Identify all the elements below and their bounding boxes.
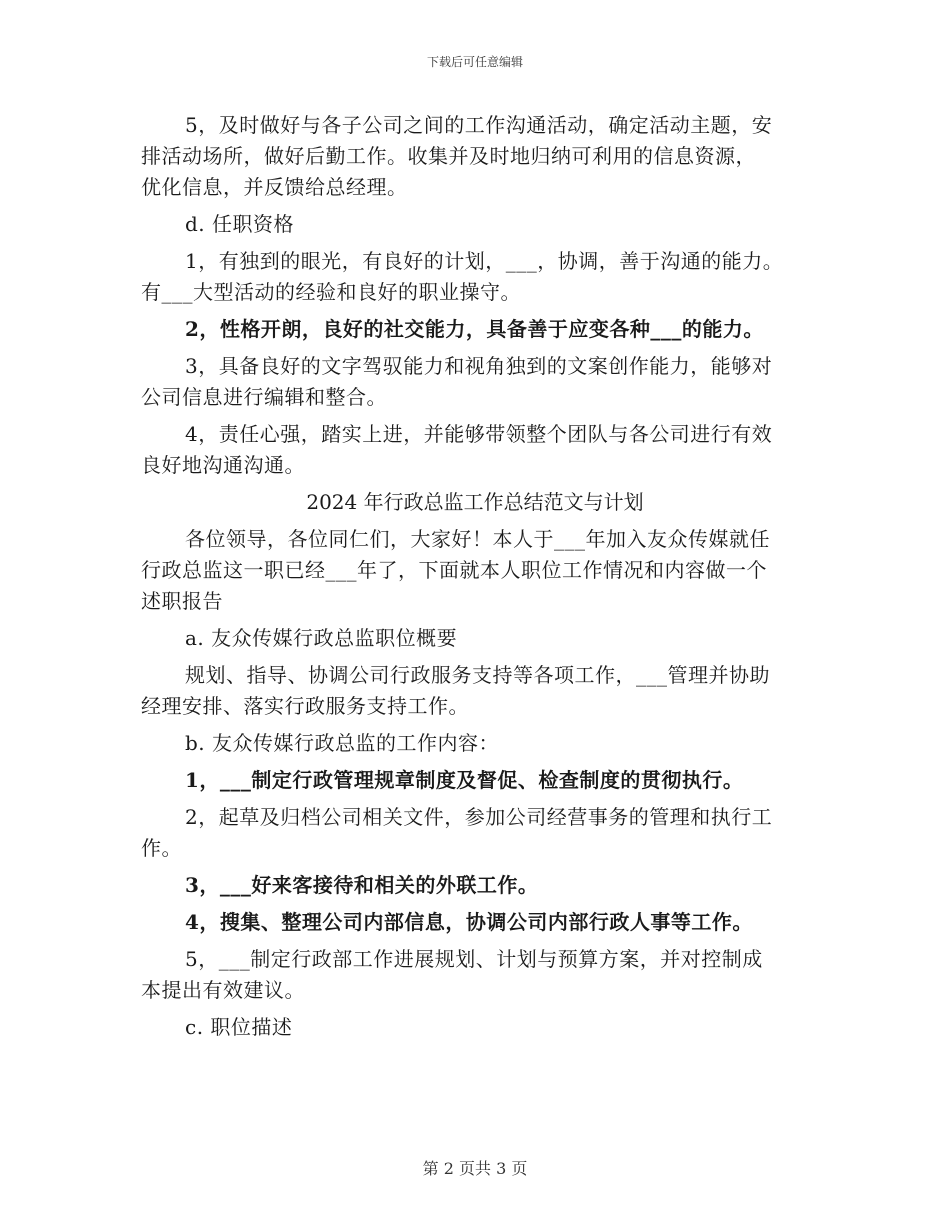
section-heading-a: a. 友众传媒行政总监职位概要 [185, 626, 458, 650]
paragraph-bold: 1，___制定行政管理规章制度及督促、检查制度的贯彻执行。 [185, 768, 744, 792]
paragraph-bold: 4，搜集、整理公司内部信息，协调公司内部行政人事等工作。 [185, 910, 753, 934]
paragraph-line: 3，具备良好的文字驾驭能力和视角独到的文案创作能力，能够对 [185, 354, 773, 378]
paragraph-line: 5，及时做好与各子公司之间的工作沟通活动，确定活动主题，安 [185, 113, 773, 137]
paragraph-line: 1，有独到的眼光，有良好的计划，___，协调，善于沟通的能力。 [185, 249, 784, 273]
section-heading-d: d. 任职资格 [185, 212, 295, 236]
paragraph-line: 本提出有效建议。 [141, 978, 305, 1002]
paragraph-line: 经理安排、落实行政服务支持工作。 [141, 694, 469, 718]
paragraph-line: 5，___制定行政部工作进展规划、计划与预算方案，并对控制成 [185, 947, 763, 971]
page-footer: 第 2 页共 3 页 [422, 1159, 528, 1178]
paragraph-line: 优化信息，并反馈给总经理。 [141, 175, 408, 199]
paragraph-line: 良好地沟通沟通。 [141, 453, 305, 477]
paragraph-line: 有___大型活动的经验和良好的职业操守。 [141, 280, 521, 304]
paragraph-line: 各位领导，各位同仁们，大家好！本人于___年加入友众传媒就任 [185, 527, 770, 551]
paragraph-bold: 2，性格开朗，良好的社交能力，具备善于应变各种___的能力。 [185, 317, 764, 341]
document-title: 2024 年行政总监工作总结范文与计划 [306, 490, 644, 514]
paragraph-line: 4，责任心强，踏实上进，并能够带领整个团队与各公司进行有效 [185, 422, 773, 446]
document-body [141, 110, 809, 1043]
section-heading-c: c. 职位描述 [185, 1015, 293, 1039]
paragraph-bold: 3，___好来客接待和相关的外联工作。 [185, 873, 539, 897]
section-heading-b: b. 友众传媒行政总监的工作内容： [185, 731, 500, 755]
paragraph-line: 公司信息进行编辑和整合。 [141, 385, 387, 409]
paragraph-line: 行政总监这一职已经___年了，下面就本人职位工作情况和内容做一个 [141, 558, 767, 582]
page-header: 下载后可任意编辑 [426, 55, 523, 69]
paragraph-line: 排活动场所，做好后勤工作。收集并及时地归纳可利用的信息资源， [141, 144, 756, 168]
paragraph-line: 作。 [141, 836, 182, 860]
paragraph-line: 述职报告 [141, 589, 223, 613]
paragraph-line: 2，起草及归档公司相关文件，参加公司经营事务的管理和执行工 [185, 805, 773, 829]
paragraph-line: 规划、指导、协调公司行政服务支持等各项工作，___管理并协助 [185, 663, 770, 687]
